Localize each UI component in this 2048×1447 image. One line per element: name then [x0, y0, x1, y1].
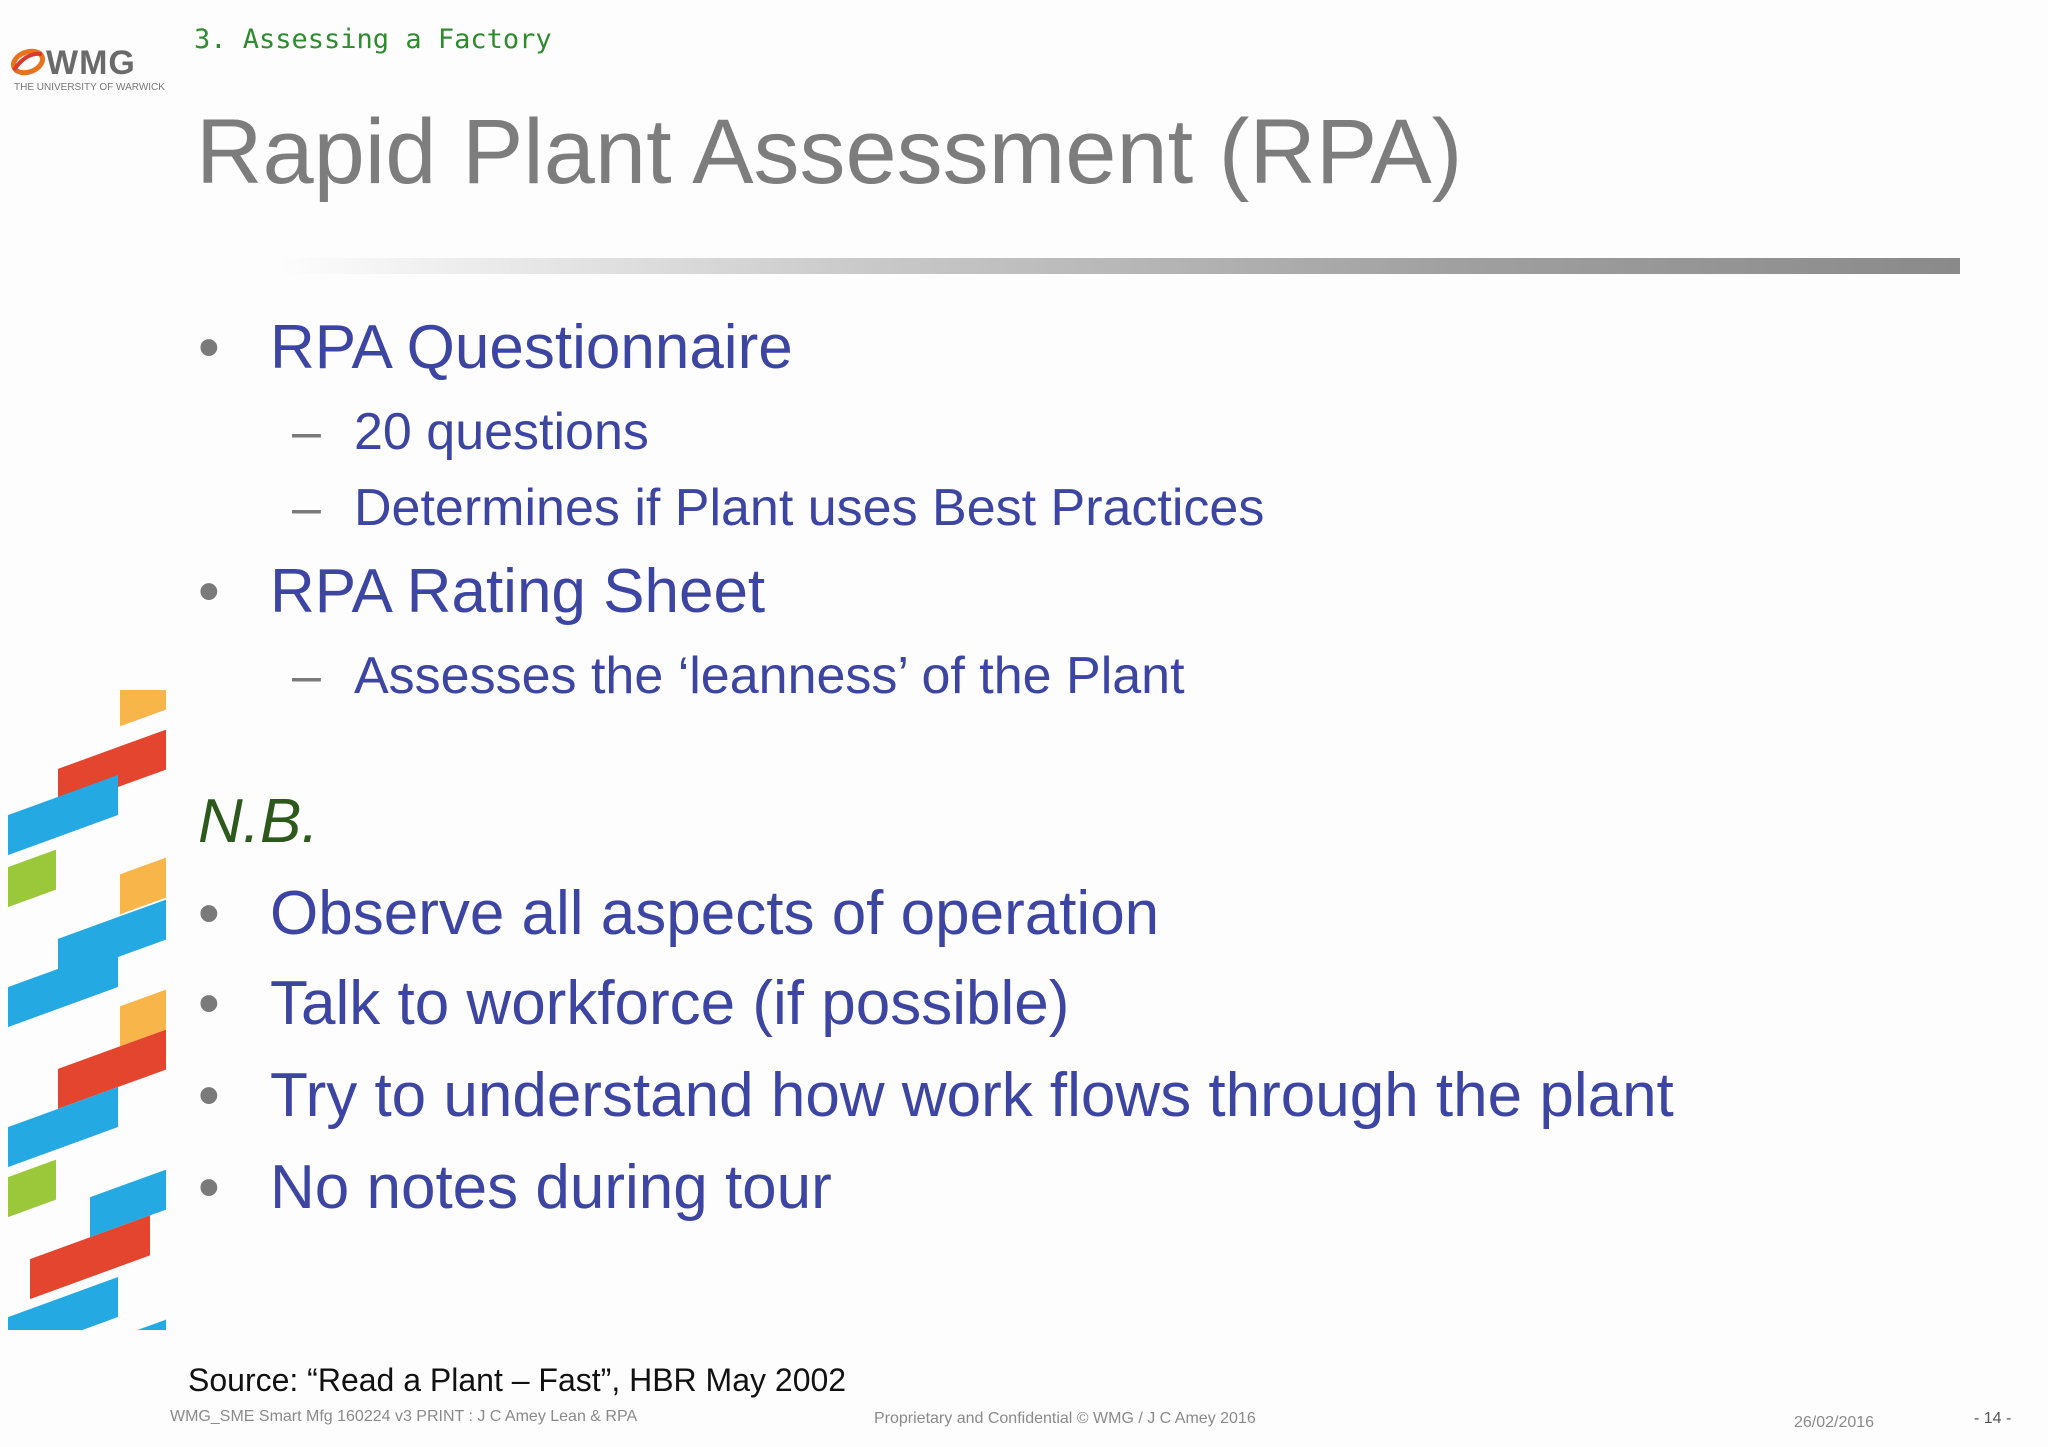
list-item-text: No notes during tour — [270, 1153, 832, 1222]
dash-icon: – — [292, 479, 321, 537]
bullet-icon: • — [198, 1061, 220, 1130]
sub-list-item-text: Determines if Plant uses Best Practices — [354, 479, 1265, 537]
dash-icon: – — [292, 647, 321, 705]
sub-list-item-text: 20 questions — [354, 403, 649, 461]
slide-title: Rapid Plant Assessment (RPA) — [196, 101, 1463, 203]
footer-center: Proprietary and Confidential © WMG / J C Amey 2016 — [874, 1410, 1256, 1427]
bullet-icon: • — [198, 557, 220, 626]
logo-subtext: THE UNIVERSITY OF WARWICK — [14, 82, 165, 93]
list-item-text: Observe all aspects of operation — [270, 879, 1160, 948]
bullet-icon: • — [198, 1153, 220, 1222]
list-item-text: RPA Questionnaire — [270, 313, 793, 382]
wmg-logo — [10, 46, 180, 96]
section-label: 3. Assessing a Factory — [194, 24, 552, 55]
footer-date: 26/02/2016 — [1794, 1414, 1875, 1431]
nb-label: N.B. — [198, 787, 319, 856]
decorative-blocks-graphic — [0, 690, 170, 1330]
title-rule — [280, 258, 1960, 274]
logo-text: WMG — [46, 44, 136, 82]
bullet-icon: • — [198, 969, 220, 1038]
sub-list-item-text: Assesses the ‘leanness’ of the Plant — [354, 647, 1185, 705]
list-item-text: Try to understand how work flows through the plant — [270, 1061, 1674, 1130]
logo-swoosh-icon — [10, 46, 46, 78]
list-item-text: Talk to workforce (if possible) — [270, 969, 1070, 1038]
page-number: - 14 - — [1974, 1410, 2012, 1427]
list-item-text: RPA Rating Sheet — [270, 557, 766, 626]
bullet-icon: • — [198, 879, 220, 948]
dash-icon: – — [292, 403, 321, 461]
source-citation: Source: “Read a Plant – Fast”, HBR May 2002 — [188, 1362, 847, 1398]
bullet-icon: • — [198, 313, 220, 382]
footer-left: WMG_SME Smart Mfg 160224 v3 PRINT : J C Amey Lean & RPA — [170, 1408, 638, 1425]
